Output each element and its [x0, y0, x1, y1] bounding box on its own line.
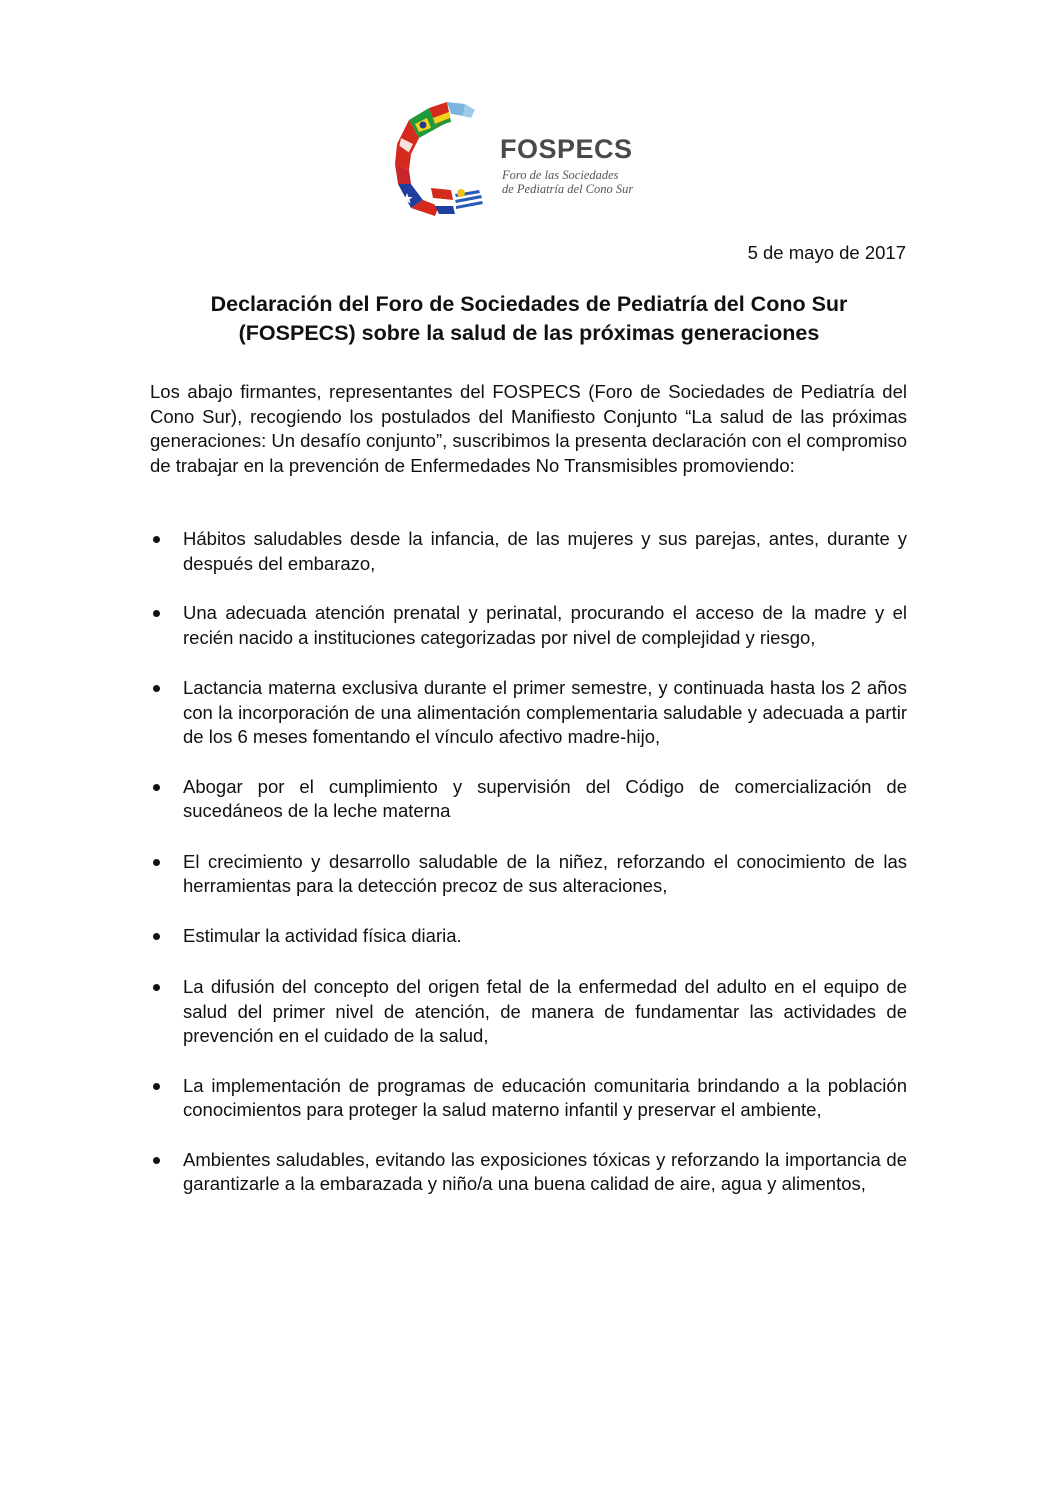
bullet-icon — [153, 610, 160, 617]
bullet-icon — [153, 984, 160, 991]
list-item — [150, 924, 907, 949]
fospecs-flags-c-icon — [395, 98, 503, 216]
fospecs-logo — [395, 98, 645, 216]
list-item — [150, 527, 907, 576]
list-item-text: Una adecuada atención prenatal y perinatal, procurando el acceso de la madre y el recién nacido a instituciones categorizadas por nivel de complejidad y riesgo, — [183, 602, 907, 648]
bullet-icon — [153, 784, 160, 791]
commitments-list — [150, 527, 907, 1197]
logo-subtitle-line2: de Pediatría del Cono Sur — [502, 182, 634, 196]
bullet-icon — [153, 1083, 160, 1090]
list-item — [150, 975, 907, 1049]
logo-name: FOSPECS — [500, 134, 633, 164]
document-title — [150, 290, 908, 348]
title-line2: (FOSPECS) sobre la salud de las próximas generaciones — [238, 321, 820, 345]
bullet-icon — [153, 536, 160, 543]
list-item — [150, 1074, 907, 1123]
list-item-text: La difusión del concepto del origen fetal de la enfermedad del adulto en el equipo de salud del primer nivel de atención, de manera de fundamentar las actividades de prevención en el cuidado de la salud, — [183, 976, 907, 1046]
intro-paragraph: Los abajo firmantes, representantes del FOSPECS (Foro de Sociedades de Pediatría del Cono Sur), recogiendo los postulados del Manifiesto Conjunto “La salud de las próximas generaciones: Un desafío conjunto”, suscribimos la presenta declaración con el compromiso de trabajar en la prevención de Enfermedades No Transmisibles promoviendo: — [150, 381, 907, 476]
list-item-text: Ambientes saludables, evitando las exposiciones tóxicas y reforzando la importancia de garantizarle a la embarazada y niño/a una buena calidad de aire, agua y alimentos, — [183, 1148, 907, 1194]
logo-subtitle-line1: Foro de las Sociedades — [502, 168, 619, 182]
list-item — [150, 601, 907, 650]
title-line1: Declaración del Foro de Sociedades de Pediatría del Cono Sur — [210, 292, 848, 316]
bullet-icon — [153, 685, 160, 692]
list-item — [150, 850, 907, 899]
list-item-text: Estimular la actividad física diaria. — [183, 924, 462, 946]
list-item — [150, 1148, 907, 1197]
list-item-text: Hábitos saludables desde la infancia, de las mujeres y sus parejas, antes, durante y después del embarazo, — [183, 528, 907, 574]
list-item — [150, 676, 907, 750]
list-item-text: El crecimiento y desarrollo saludable de la niñez, reforzando el conocimiento de las herramientas para la detección precoz de sus alteraciones, — [183, 850, 907, 896]
bullet-icon — [153, 933, 160, 940]
list-item-text: Abogar por el cumplimiento y supervisión del Código de comercialización de sucedáneos de la leche materna — [183, 775, 907, 821]
list-item — [150, 775, 907, 824]
list-item-text: Lactancia materna exclusiva durante el primer semestre, y continuada hasta los 2 años con la incorporación de una alimentación complementaria saludable y adecuada a partir de los 6 meses fomentando el vínculo afectivo madre-hijo, — [183, 677, 907, 747]
bullet-icon — [153, 1157, 160, 1164]
bullet-icon — [153, 859, 160, 866]
list-item-text: La implementación de programas de educación comunitaria brindando a la población conocimientos para proteger la salud materno infantil y preservar el ambiente, — [183, 1074, 907, 1120]
document-date: 5 de mayo de 2017 — [747, 242, 906, 263]
